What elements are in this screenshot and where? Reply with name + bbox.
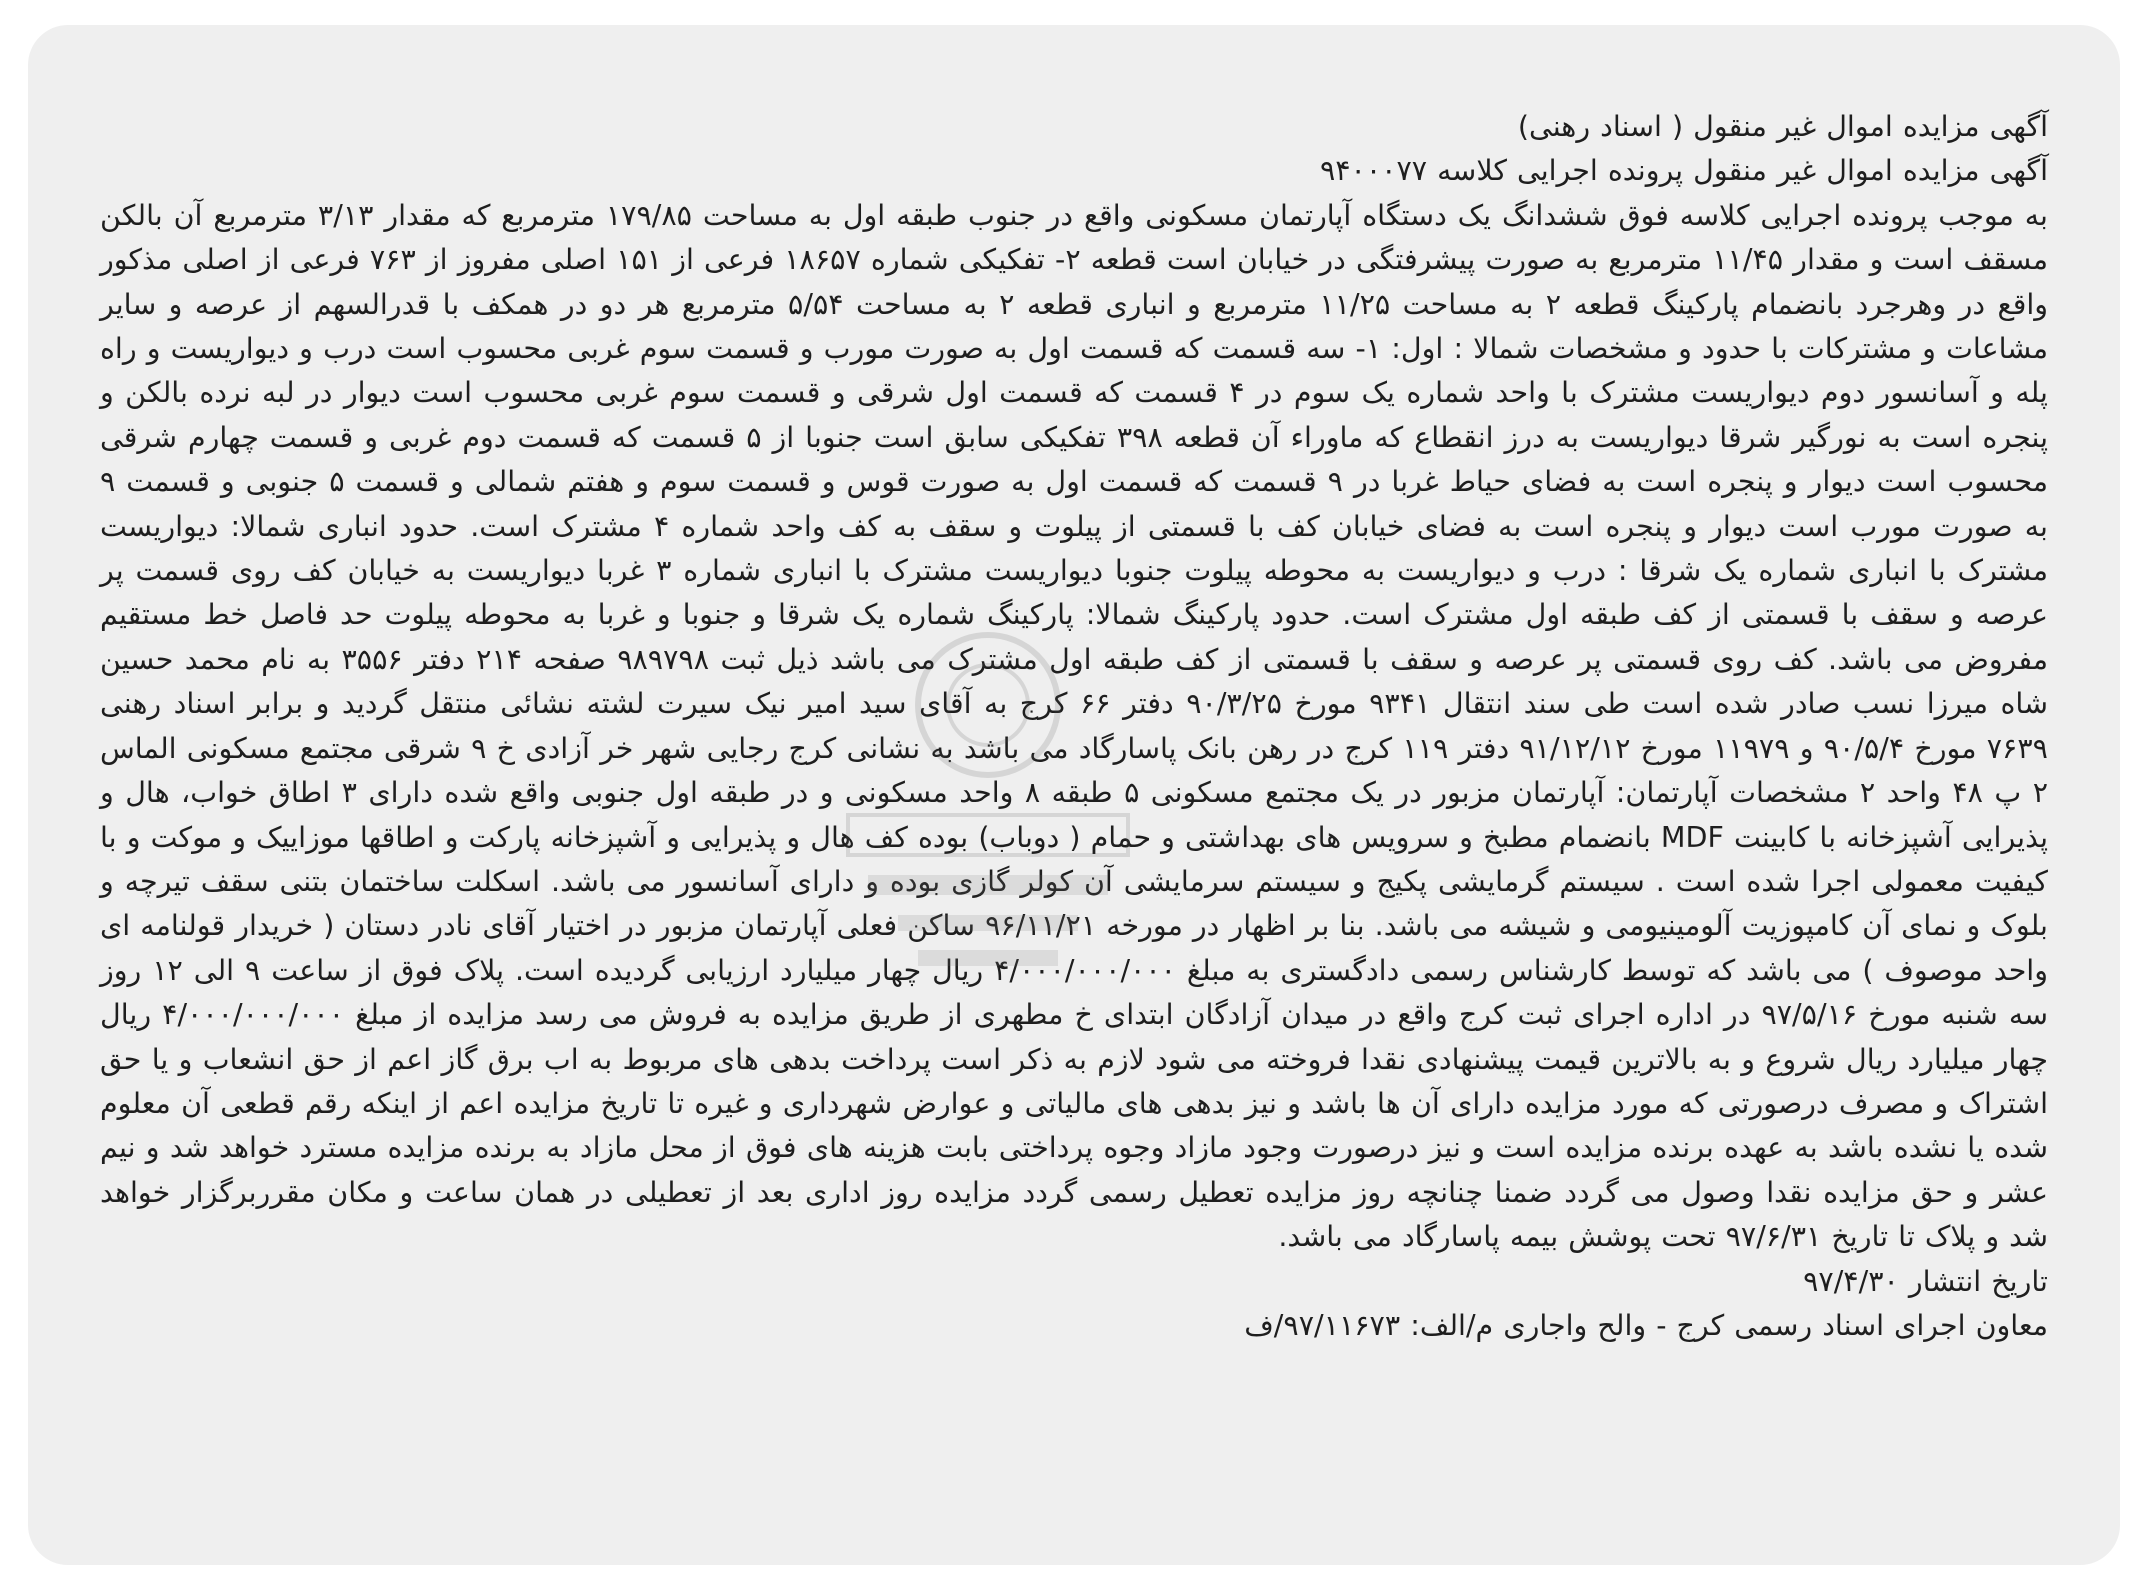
notice-body: به موجب پرونده اجرایی کلاسه فوق ششدانگ یک دستگاه آپارتمان مسکونی واقع در جنوب طبقه اول به مساحت ۱۷۹/۸۵ مترمربع که مقدار ۳/۱۳ مترمربع آن بالکن مسقف است و مقدار ۱۱/۴۵ مترمربع به صورت پیشرفتگی در خیابان است قطعه ۲- تفکیکی شماره ۱۸۶۵۷ فرعی از ۱۵۱ اصلی مفروز از ۷۶۳ فرعی از اصلی مذکور واقع در وهرجرد بانضمام پارکینگ قطعه ۲ به مساحت ۱۱/۲۵ مترمربع و انباری قطعه ۲ به مساحت ۵/۵۴ مترمربع هر دو در همکف با قدرالسهم از عرصه و سایر مشاعات و مشترکات با حدود و مشخصات شمالا : اول: ۱- سه قسمت که قسمت اول به صورت مورب و قسمت سوم غربی محسوب است درب و دیواریست و راه پله و آسانسور دوم دیواریست مشترک با واحد شماره یک سوم در ۴ قسمت که قسمت اول شرقی و قسمت سوم غربی محسوب است دیوار در لبه نرده بالکن و پنجره است به نورگیر شرقا دیواریست به درز انقطاع که ماوراء آن قطعه ۳۹۸ تفکیکی سابق است جنوبا از ۵ قسمت که قسمت دوم غربی و قسمت چهارم شرقی محسوب است دیوار و پنجره است به فضای حیاط غربا در ۹ قسمت که قسمت اول به صورت قوس و قسمت سوم و هفتم شمالی و قسمت ۵ جنوبی و قسمت ۹ به صورت مورب است دیوار و پنجره است به فضای خیابان کف با قسمتی از پیلوت و سقف به کف واحد شماره ۴ مشترک است. حدود انباری شمالا: دیواریست مشترک با انباری شماره یک شرقا : درب و دیواریست به محوطه پیلوت جنوبا دیواریست مشترک با انباری شماره ۳ غربا دیواریست به خیابان کف روی قسمت پر عرصه و سقف با قسمتی از کف طبقه اول مشترک است. حدود پارکینگ شمالا: پارکینگ شماره یک شرقا و جنوبا و غربا به محوطه پیلوت حد فاصل خط مستقیم مفروض می باشد. کف روی قسمتی پر عرصه و سقف با قسمتی از کف طبقه اول مشترک می باشد ذیل ثبت ۹۸۹۷۹۸ صفحه ۲۱۴ دفتر ۳۵۵۶ به نام محمد حسین شاه میرزا نسب صادر شده است طی سند انتقال ۹۳۴۱ مورخ ۹۰/۳/۲۵ دفتر ۶۶ کرج به آقای سید امیر نیک سیرت لشته نشائی منتقل گردید و برابر اسناد رهنی ۷۶۳۹ مورخ ۹۰/۵/۴ و ۱۱۹۷۹ مورخ ۹۱/۱۲/۱۲ دفتر ۱۱۹ کرج در رهن بانک پاسارگاد می باشد به نشانی کرج رجایی شهر خر آزادی خ ۹ شرقی مجتمع مسکونی الماس ۲ پ ۴۸ واحد ۲ مشخصات آپارتمان: آپارتمان مزبور در یک مجتمع مسکونی ۵ طبقه ۸ واحد مسکونی و در طبقه اول جنوبی واقع شده دارای ۳ اطاق خواب، هال و پذیرایی آشپزخانه با کابینت MDF بانضمام مطبخ و سرویس های بهداشتی و حمام ( دوباب) بوده کف هال و پذیرایی و آشپزخانه پارکت و اطاقها موزاییک و موکت و با کیفیت معمولی اجرا شده است . سیستم گرمایشی پکیج و سیستم سرمایشی آن کولر گازی بوده و دارای آسانسور می باشد. اسکلت ساختمان بتنی سقف تیرچه و بلوک و نمای آن کامپوزیت آلومینیومی و شیشه می باشد. بنا بر اظهار در مورخه ۹۶/۱۱/۲۱ ساکن فعلی آپارتمان مزبور در اختیار آقای نادر دستان ( خریدار قولنامه ای واحد موصوف ) می باشد که توسط کارشناس رسمی دادگستری به مبلغ ۴/۰۰۰/۰۰۰/۰۰۰ ریال چهار میلیارد ارزیابی گردیده است. پلاک فوق از ساعت ۹ الی ۱۲ روز سه شنبه مورخ ۹۷/۵/۱۶ در اداره اجرای ثبت کرج واقع در میدان آزادگان ابتدای خ مطهری از طریق مزایده به فروش می رسد مزایده از مبلغ ۴/۰۰۰/۰۰۰/۰۰۰ ریال چهار میلیارد ریال شروع و به بالاترین قیمت پیشنهادی نقدا فروخته می شود لازم به ذکر است پرداخت بدهی های مربوط به اب برق گاز اعم از حق انشعاب و یا حق اشتراک و مصرف درصورتی که مورد مزایده دارای آن ها باشد و نیز بدهی های مالیاتی و عوارض شهرداری و غیره تا تاریخ مزایده اعم از اینکه رقم قطعی آن معلوم شده یا نشده باشد به عهده برنده مزایده است و نیز درصورت وجود مازاد وجوه پرداختی بابت هزینه های فوق از محل مازاد به برنده مزایده مسترد خواهد شد و نیم عشر و حق مزایده نقدا وصول می گردد ضمنا چنانچه روز مزایده تعطیل رسمی گردد مزایده روز اداری بعد از تعطیلی در همان ساعت و مکان مقرربرگزار خواهد شد و پلاک تا تاریخ ۹۷/۶/۳۱ تحت پوشش بیمه پاسارگاد می باشد. [100,198,2049,1254]
notice-title: آگهی مزایده اموال غیر منقول ( اسناد رهنی) [1517,110,2048,143]
signature: معاون اجرای اسناد رسمی کرج - والح واجاری م/الف: ۹۷/۱۱۶۷۳/ف [1244,1308,2048,1342]
notice-card [28,25,2120,1565]
notice-document [100,105,2048,1348]
notice-case-title: آگهی مزایده اموال غیر منقول پرونده اجرایی کلاسه ۹۴۰۰۰۷۷ [1319,154,2048,188]
publish-date: تاریخ انتشار ۹۷/۴/۳۰ [1803,1264,2048,1298]
